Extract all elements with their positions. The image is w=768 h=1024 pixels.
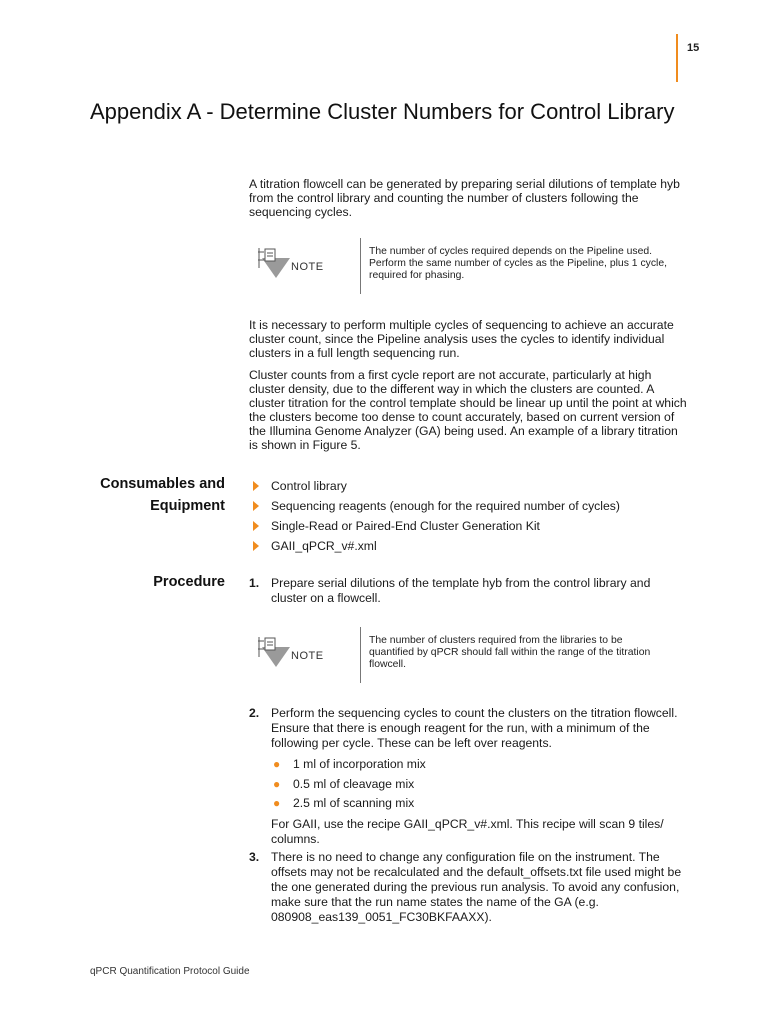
note-pen-icon — [256, 246, 292, 280]
page-number-bar — [676, 34, 678, 82]
consumables-heading: Consumables and Equipment — [100, 476, 225, 514]
list-item-label: Control library — [271, 479, 347, 493]
procedure-step — [249, 850, 689, 925]
dot-bullet-icon: ● — [273, 796, 281, 810]
page-title: Appendix A - Determine Cluster Numbers for Control Library — [90, 99, 675, 124]
triangle-bullet-icon — [253, 481, 259, 491]
note-divider — [360, 627, 361, 683]
list-item-label: 2.5 ml of scanning mix — [293, 796, 415, 810]
note-label: NOTE — [291, 261, 324, 273]
step-text: There is no need to change any configuration file on the instrument. The offsets may not be recalculated and the default_offsets.txt file used might be the one generated during the previous run analysis. To avoid any confusion, make sure that the run name states the name of the GA (e.g. 080908_eas139_0051_FC30BKFAAXX). — [271, 850, 682, 924]
note-box — [252, 238, 692, 294]
note-text: The number of cycles required depends on the Pipeline used. Perform the same number of cycles as the Pipeline, plus 1 cycle, required for phasing. — [369, 246, 668, 281]
list-item — [249, 476, 689, 496]
procedure-step — [249, 706, 689, 847]
procedure-step — [249, 576, 689, 606]
note-label: NOTE — [291, 650, 324, 662]
consumables-list — [249, 476, 689, 556]
triangle-bullet-icon — [253, 541, 259, 551]
step-extra-text: For GAII, use the recipe GAII_qPCR_v#.xml. This recipe will scan 9 tiles/ columns. — [271, 816, 664, 846]
list-item-label: 1 ml of incorporation mix — [293, 757, 426, 771]
body-paragraph-cluster-counts: Cluster counts from a first cycle report are not accurate, particularly at high cluster density, due to the different way in which the clusters are counted. A cluster titration for the control template should be linear up until the point at which the clusters become too dense to count accurately, based on current version of the Illumina Genome Analyzer (GA) being used. An example of a library titration is shown in Figure 5. — [249, 368, 687, 452]
page-footer: qPCR Quantification Protocol Guide — [90, 966, 250, 977]
triangle-bullet-icon — [253, 501, 259, 511]
list-item — [271, 794, 689, 814]
step-text: Prepare serial dilutions of the template hyb from the control library and cluster on a flowcell. — [271, 576, 651, 605]
triangle-bullet-icon — [253, 521, 259, 531]
list-item — [271, 755, 689, 775]
list-item-label: GAII_qPCR_v#.xml — [271, 539, 377, 553]
body-paragraph-multiple-cycles: It is necessary to perform multiple cycles of sequencing to achieve an accurate cluster count, since the Pipeline analysis uses the cycles to identify individual clusters in a full length sequencing run. — [249, 318, 674, 360]
dot-bullet-icon: ● — [273, 757, 281, 771]
step-text: Perform the sequencing cycles to count the clusters on the titration flowcell. Ensure that there is enough reagent for the run, with a minimum of the following per cycle. These can be left over reagents. — [271, 706, 678, 750]
step-number: 3. — [249, 850, 260, 864]
step-number: 1. — [249, 576, 260, 590]
note-divider — [360, 238, 361, 294]
procedure-heading: Procedure — [153, 574, 225, 590]
list-item — [249, 516, 689, 536]
page-number: 15 — [687, 42, 700, 54]
intro-paragraph: A titration flowcell can be generated by preparing serial dilutions of template hyb from the control library and counting the number of clusters following the sequencing cycles. — [249, 177, 680, 219]
list-item-label: 0.5 ml of cleavage mix — [293, 776, 415, 791]
note-text: The number of clusters required from the libraries to be quantified by qPCR should fall within the range of the titration flowcell. — [369, 635, 651, 670]
list-item-label: Sequencing reagents (enough for the required number of cycles) — [271, 499, 620, 513]
list-item — [249, 536, 689, 556]
note-box — [252, 627, 692, 683]
list-item-label: Single-Read or Paired-End Cluster Generation Kit — [271, 519, 540, 533]
step-number: 2. — [249, 706, 260, 720]
reagent-list — [271, 755, 689, 814]
list-item — [271, 775, 689, 795]
note-pen-icon — [256, 635, 292, 669]
dot-bullet-icon: ● — [273, 776, 281, 791]
list-item — [249, 496, 689, 516]
